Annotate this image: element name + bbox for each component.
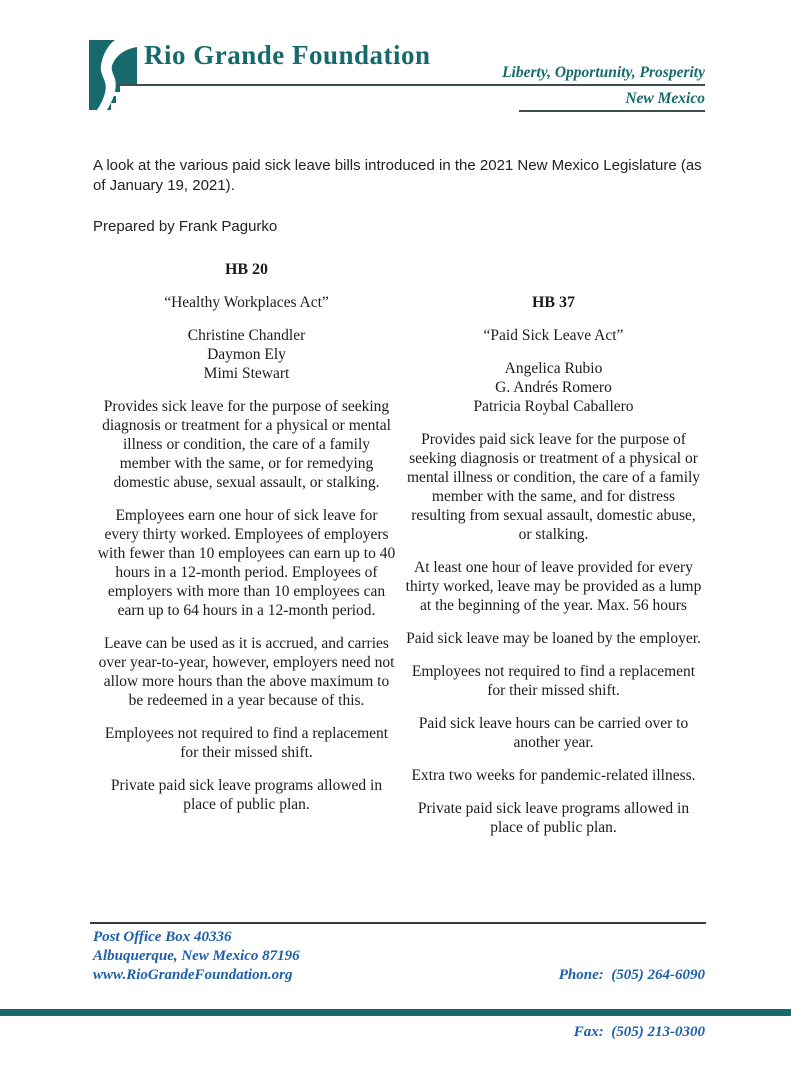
sponsor-name: G. Andrés Romero (495, 379, 612, 396)
bill-act-name: “Healthy Workplaces Act” (164, 294, 329, 311)
bill-paragraph: Provides sick leave for the purpose of seeking diagnosis or treatment for a physical or mental illness or condition, the care of a family member with the same, or for remedying domestic abuse, sexual assault, or stalking. (102, 398, 391, 491)
phone-line: Phone: (505) 264-6090 (558, 967, 705, 983)
region-divider (519, 110, 705, 112)
region-label: New Mexico (625, 90, 705, 107)
bill-comparison-columns (93, 260, 707, 851)
bill-sponsors (97, 326, 396, 383)
bill-paragraph: Paid sick leave hours can be carried over to another year. (418, 715, 689, 751)
city-line: Albuquerque, New Mexico 87196 (93, 948, 300, 964)
bill-paragraph: Employees not required to find a replacement for their missed shift. (411, 663, 696, 699)
fax-line: Fax: (505) 213-0300 (573, 1024, 705, 1040)
bill-id: HB 20 (224, 261, 269, 278)
footer-address-block (93, 928, 300, 985)
bill-paragraph: Extra two weeks for pandemic-related illness. (411, 767, 696, 784)
prepared-by-line: Prepared by Frank Pagurko (93, 218, 278, 235)
sponsor-name: Angelica Rubio (504, 360, 603, 377)
footer-contact-block (559, 928, 705, 1080)
tagline: Liberty, Opportunity, Prosperity (502, 64, 705, 81)
org-name: Rio Grande Foundation (144, 40, 431, 70)
bill-act-name: “Paid Sick Leave Act” (483, 327, 624, 344)
header-divider (116, 84, 705, 86)
sponsor-name: Mimi Stewart (203, 365, 290, 382)
sponsor-name: Patricia Roybal Caballero (473, 398, 634, 415)
rio-grande-foundation-logo (89, 38, 141, 112)
bill-paragraph: Provides paid sick leave for the purpose of seeking diagnosis or treatment of a physical or mental illness or condition, the care of a family member with the same, and for distress resulting from sexual assault, domestic abuse, or stalking. (406, 431, 701, 543)
sponsor-name: Christine Chandler (187, 327, 306, 344)
bill-paragraph: Employees earn one hour of sick leave for every thirty worked. Employees of employers with fewer than 10 employees can earn up to 40 hours in a 12-month period. Employees of employers with more than 10 employees can earn up to 64 hours in a 12-month period. (97, 507, 396, 619)
bill-paragraph: Employees not required to find a replacement for their missed shift. (104, 725, 389, 761)
bill-sponsors (404, 359, 703, 416)
po-box-line: Post Office Box 40336 (93, 929, 232, 945)
bill-paragraph: Private paid sick leave programs allowed in place of public plan. (110, 777, 383, 813)
page-bottom-accent-bar (0, 1009, 791, 1016)
sponsor-name: Daymon Ely (207, 346, 286, 363)
bill-column-hb37 (400, 260, 707, 851)
bill-paragraph: Leave can be used as it is accrued, and carries over year-to-year, however, employers need not allow more hours than the above maximum to be redeemed in a year because of this. (98, 635, 395, 709)
bill-paragraph: Private paid sick leave programs allowed in place of public plan. (417, 800, 690, 836)
website-link[interactable]: www.RioGrandeFoundation.org (93, 967, 293, 983)
footer-divider (90, 922, 706, 924)
intro-description: A look at the various paid sick leave bills introduced in the 2021 New Mexico Legislature (as of January 19, 2021). (93, 157, 702, 194)
bill-paragraph: At least one hour of leave provided for every thirty worked, leave may be provided as a lump at the beginning of the year. Max. 56 hours (405, 559, 702, 614)
bill-column-hb20 (93, 260, 400, 851)
bill-paragraph: Paid sick leave may be loaned by the employer. (406, 630, 701, 647)
bill-id: HB 37 (531, 294, 576, 311)
